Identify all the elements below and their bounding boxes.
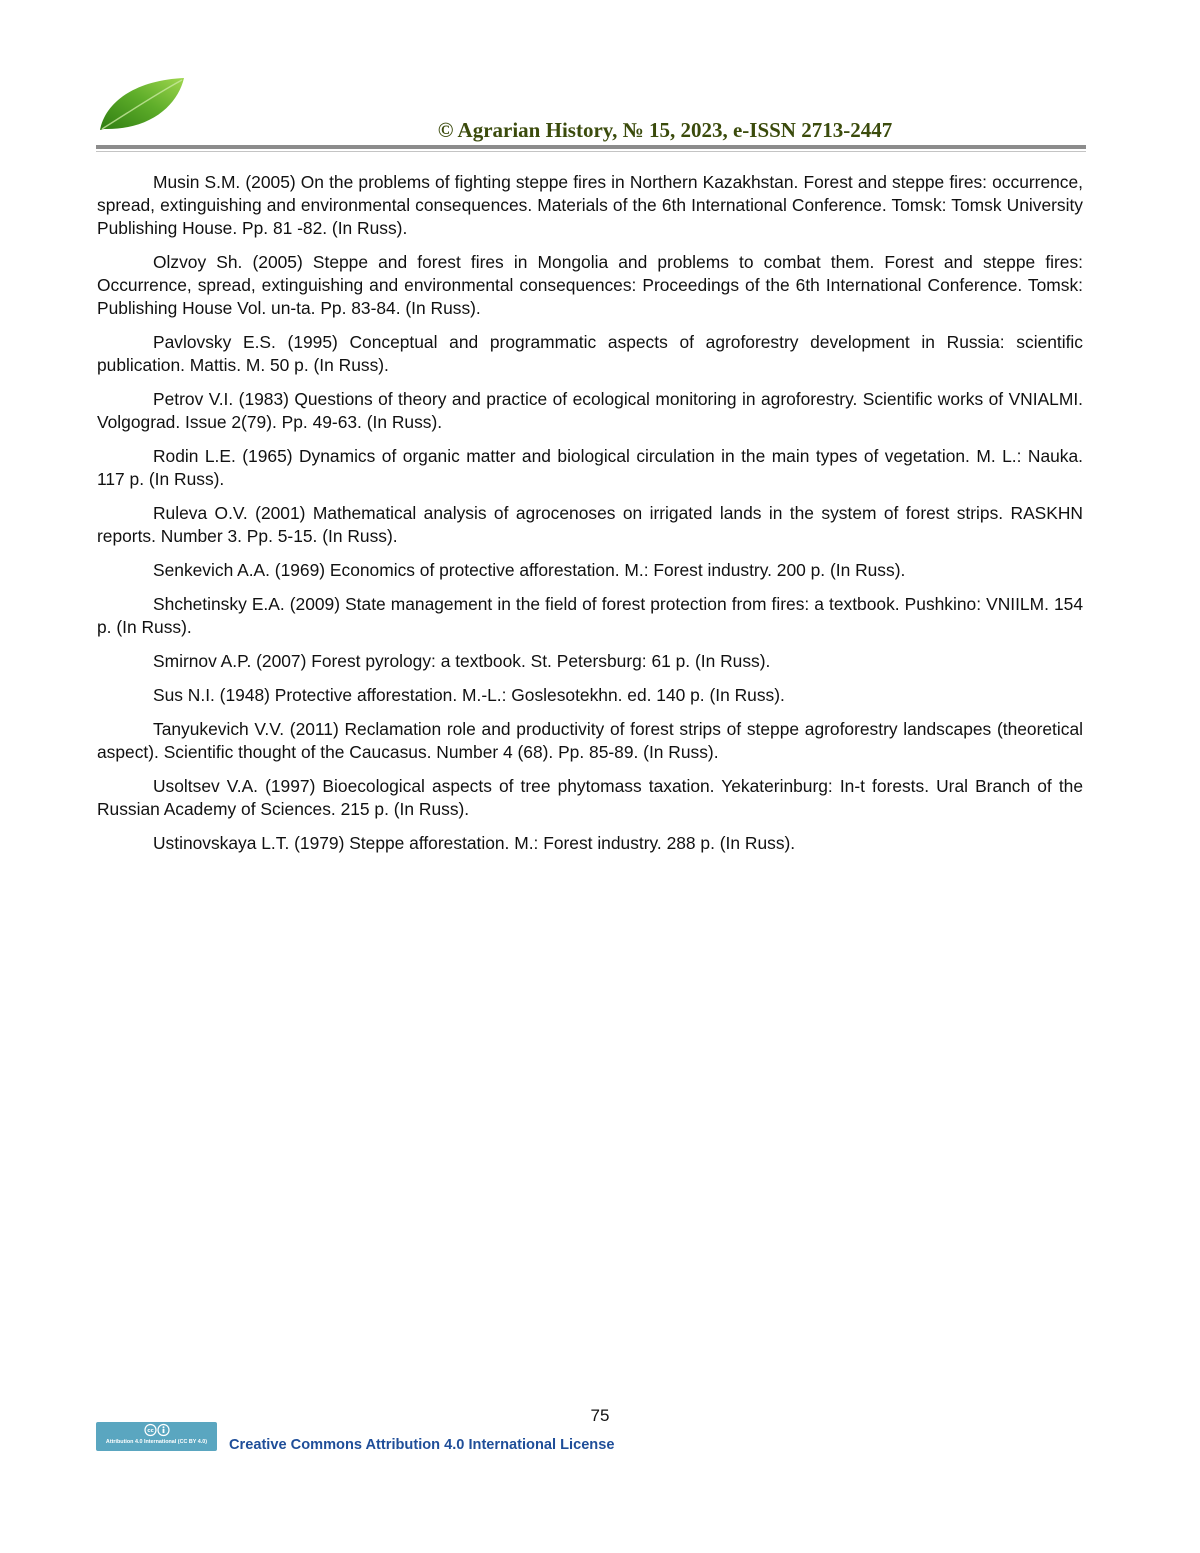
reference-item: Rodin L.E. (1965) Dynamics of organic matter and biological circulation in the main types of vegetation. M. L.: Nauka. 117 p. (In Russ). [97,446,1083,489]
reference-item: Musin S.M. (2005) On the problems of fighting steppe fires in Northern Kazakhstan. Forest and steppe fires: occurrence, spread, extinguishing and environmental consequences. Materials of the 6th International Conference. Tomsk: Tomsk University Publishing House. Pp. 81 -82. (In Russ). [97,172,1083,238]
reference-item: Tanyukevich V.V. (2011) Reclamation role and productivity of forest strips of steppe agroforestry landscapes (theoretical aspect). Scientific thought of the Caucasus. Number 4 (68). Pp. 85-89. (In Russ). [97,719,1083,762]
page-number: 75 [590,1406,610,1425]
cc-badge-text: Attribution 4.0 International (CC BY 4.0) [105,1439,208,1445]
journal-title: © Agrarian History, № 15, 2023, e-ISSN 2713-2447 [437,118,893,142]
cc-license-badge[interactable] [96,1422,217,1451]
cc-by-icon [144,1423,170,1437]
svg-text:cc: cc [147,1428,154,1435]
reference-item: Petrov V.I. (1983) Questions of theory and practice of ecological monitoring in agroforestry. Scientific works of VNIALMI. Volgograd. Issue 2(79). Pp. 49-63. (In Russ). [97,389,1083,432]
reference-item: Olzvoy Sh. (2005) Steppe and forest fires in Mongolia and problems to combat them. Forest and steppe fires: Occurrence, spread, extinguishing and environmental consequences: Proceedings of the 6th International Conference. Tomsk: Publishing House Vol. un-ta. Pp. 83-84. (In Russ). [97,252,1083,318]
reference-item: Smirnov A.P. (2007) Forest pyrology: a textbook. St. Petersburg: 61 p. (In Russ). [153,651,771,671]
reference-item: Ustinovskaya L.T. (1979) Steppe afforestation. M.: Forest industry. 288 p. (In Russ). [153,833,796,853]
reference-item: Shchetinsky E.A. (2009) State management in the field of forest protection from fires: a textbook. Pushkino: VNIILM. 154 p. (In Russ). [97,594,1083,637]
header-divider [96,145,1086,149]
reference-item: Sus N.I. (1948) Protective afforestation. M.-L.: Goslesotekhn. ed. 140 p. (In Russ). [153,685,785,705]
header-divider-thin [96,151,1086,152]
license-link[interactable]: Creative Commons Attribution 4.0 International License [229,1437,615,1453]
reference-list [97,171,1083,866]
reference-item: Usoltsev V.A. (1997) Bioecological aspects of tree phytomass taxation. Yekaterinburg: In-t forests. Ural Branch of the Russian Academy of Sciences. 215 p. (In Russ). [97,776,1083,819]
reference-item: Senkevich A.A. (1969) Economics of protective afforestation. M.: Forest industry. 200 p. (In Russ). [153,560,906,580]
reference-item: Ruleva O.V. (2001) Mathematical analysis of agrocenoses on irrigated lands in the system of forest strips. RASKHN reports. Number 3. Pp. 5-15. (In Russ). [97,503,1083,546]
reference-item: Pavlovsky E.S. (1995) Conceptual and programmatic aspects of agroforestry development in Russia: scientific publication. Mattis. M. 50 p. (In Russ). [97,332,1083,375]
